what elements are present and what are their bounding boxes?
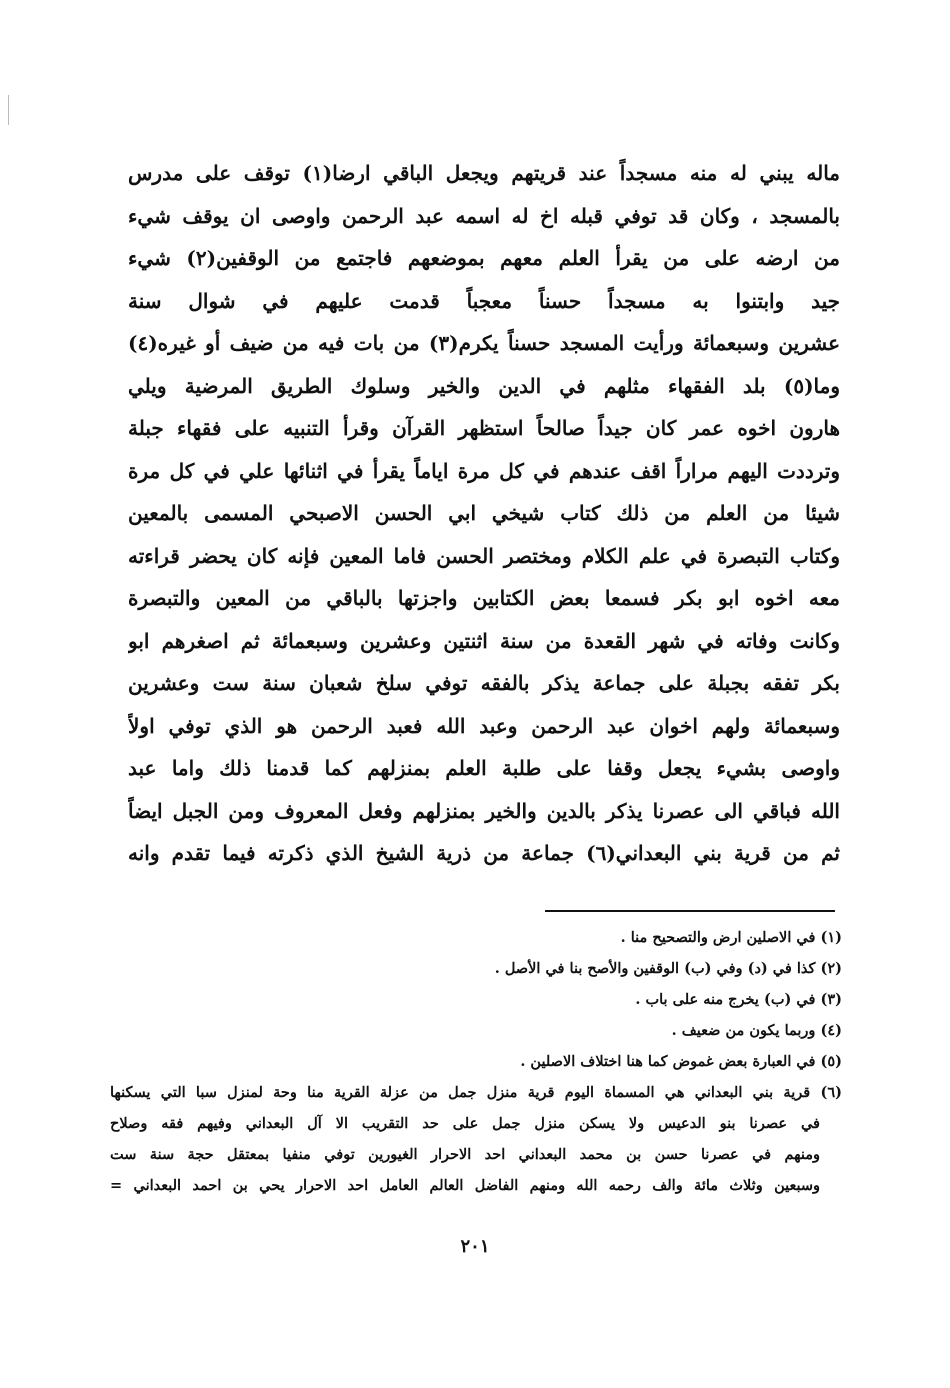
- main-text-line: ثم من قرية بني البعداني(٦) جماعة من ذرية الشيخ الذي ذكرته فيما تقدم وانه: [128, 841, 840, 865]
- main-text-line: عشرين وسبعمائة ورأيت المسجد حسناً يكرم(٣) من بات فيه من ضيف أو غيره(٤): [128, 331, 840, 355]
- footnote-6-continued: وسبعين وثلاث مائة والف رحمه الله ومنهم الفاضل العالم العامل احد الاحرار يحي بن احمد البعداني =: [110, 1177, 820, 1194]
- main-text-line: هارون اخوه عمر كان جيداً صالحاً استظهر القرآن وقرأ التنبيه على فقهاء جبلة: [128, 416, 840, 440]
- main-text-line: وكتاب التبصرة في علم الكلام ومختصر الحسن فاما المعين فإنه كان يحضر قراءته: [128, 543, 840, 568]
- main-text-line: شيئا من العلم من ذلك كتاب شيخي ابي الحسن الاصبحي المسمى بالمعين: [128, 501, 840, 525]
- footnote-4: (٤) وربما يكون من ضعيف .: [671, 1022, 842, 1039]
- footnote-divider: [545, 910, 835, 912]
- main-text-line: جيد وابتنوا به مسجداً حسناً معجباً قدمت عليهم في شوال سنة: [128, 288, 840, 313]
- footnote-3: (٣) في (ب) يخرج منه على باب .: [635, 991, 842, 1008]
- main-text-line: بكر تفقه بجبلة على جماعة يذكر بالفقه توفي سلخ شعبان سنة ست وعشرين: [128, 671, 840, 695]
- footnote-6-continued: ومنهم في عصرنا حسن بن محمد البعداني احد الاحرار الغيورين توفي منفيا بمعتقل حجة سنة ست: [110, 1146, 820, 1163]
- footnote-6: (٦) قرية بني البعداني هي المسماة اليوم قرية منزل جمل من عزلة القرية منا وحة لمنزل سبا التي يسكنها: [110, 1084, 842, 1101]
- footnote-1: (١) في الاصلين ارض والتصحيح منا .: [620, 929, 842, 946]
- page-number: ٢٠١: [460, 1236, 490, 1257]
- main-text-line: الله فباقي الى عصرنا يذكر بالدين والخير بمنزلهم وفعل المعروف ومن الجبل ايضاً: [128, 798, 840, 823]
- footnote-2: (٢) كذا في (د) وفي (ب) الوقفين والأصح بنا في الأصل .: [494, 960, 842, 977]
- main-text-line: وترددت اليهم مراراً اقف عندهم في كل مرة اياماً يقرأ في اثنائها علي في كل مرة: [128, 458, 840, 483]
- main-text-line: بالمسجد ، وكان قد توفي قبله اخ له اسمه عبد الرحمن واوصى ان يوقف شيء: [128, 203, 840, 228]
- main-text-block: [128, 152, 840, 875]
- main-text-line: وسبعمائة ولهم اخوان عبد الرحمن وعبد الله فعبد الرحمن هو الذي توفي اولاً: [128, 713, 840, 738]
- main-text-line: من ارضه على من يقرأ العلم معهم بموضعهم فاجتمع من الوقفين(٢) شيء: [128, 246, 840, 270]
- scan-margin-mark: [8, 95, 9, 125]
- footnote-6-continued: في عصرنا بنو الدعيس ولا يسكن منزل جمل على حد التقريب الا آل البعداني وفيهم فقه وصلاح: [110, 1115, 820, 1132]
- main-text-line: معه اخوه ابو بكر فسمعا بعض الكتابين واجزتها بالباقي من المعين والتبصرة: [128, 586, 840, 610]
- footnote-5: (٥) في العبارة بعض غموض كما هنا اختلاف الاصلين .: [520, 1053, 842, 1070]
- main-text-line: وكانت وفاته في شهر القعدة من سنة اثنتين وعشرين وسبعمائة ثم اصغرهم ابو: [128, 628, 840, 653]
- main-text-line: وما(٥) بلد الفقهاء مثلهم في الدين والخير وسلوك الطريق المرضية ويلي: [128, 373, 840, 398]
- main-text-line: ماله يبني له منه مسجداً عند قريتهم ويجعل الباقي ارضا(١) توقف على مدرس: [128, 161, 840, 185]
- footnotes-block: [110, 922, 842, 1201]
- main-text-line: واوصى بشيء يجعل وقفا على طلبة العلم بمنزلهم كما قدمنا ذلك واما عبد: [128, 756, 840, 780]
